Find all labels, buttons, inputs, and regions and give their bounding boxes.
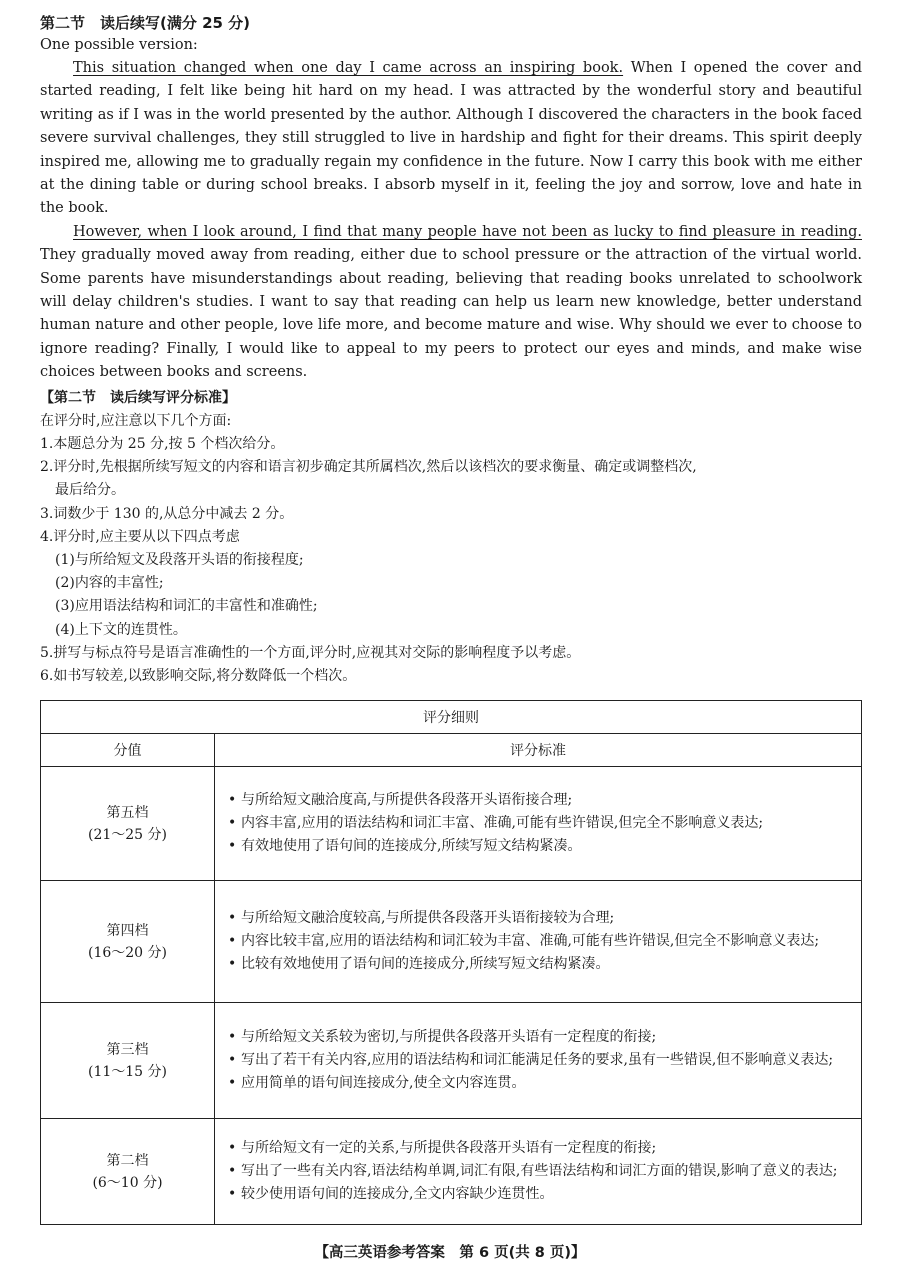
list-item: • 写出了一些有关内容,语法结构单调,词汇有限,有些语法结构和词汇方面的错误,影响了意义的表达; <box>228 1160 855 1183</box>
level-name: 第二档 <box>106 1152 149 1169</box>
page-footer: 【高三英语参考答案 第 6 页(共 8 页)】 <box>314 1245 586 1261</box>
level-cell <box>41 1119 215 1225</box>
table-row <box>41 767 862 881</box>
level-range: (16～20 分) <box>87 944 167 961</box>
grading-table <box>40 700 862 1225</box>
standard-cell <box>215 881 862 1003</box>
level-name: 第五档 <box>106 804 149 821</box>
answer-page <box>40 12 863 1202</box>
standard-cell <box>215 1119 862 1225</box>
table-row <box>41 1003 862 1119</box>
level-cell <box>41 767 215 881</box>
paragraph-body-2: They gradually moved away from reading, either due to school pressure or the attraction of the virtual world. Some parents have misunderstandings about reading, believing that reading books unrelated to schoolwork will delay children's studies. I want to say that reading can help us learn new knowledge, better understand human nature and other people, love life more, and become mature and wise. Why should we ever to choose to ignore reading? Finally, I would like to appeal to my peers to protect our eyes and minds, and make wise choices between books and screens. <box>40 247 862 381</box>
column-header-standard: 评分标准 <box>215 734 862 767</box>
list-item: • 比较有效地使用了语句间的连接成分,所续写短文结构紧凑。 <box>228 953 855 976</box>
criteria-title: 【第二节 读后续写评分标准】 <box>40 389 236 406</box>
version-label: One possible version: <box>40 37 198 53</box>
level-cell <box>41 1003 215 1119</box>
list-item: • 与所给短文融洽度较高,与所提供各段落开头语衔接较为合理; <box>228 907 855 930</box>
list-item: • 内容丰富,应用的语法结构和词汇丰富、准确,可能有些许错误,但完全不影响意义表达; <box>228 812 855 835</box>
list-item: • 与所给短文融洽度高,与所提供各段落开头语衔接合理; <box>228 789 855 812</box>
list-item: • 有效地使用了语句间的连接成分,所续写短文结构紧凑。 <box>228 835 855 858</box>
level-name: 第三档 <box>106 1041 149 1058</box>
list-item: • 内容比较丰富,应用的语法结构和词汇较为丰富、准确,可能有些许错误,但完全不影响意义表达; <box>228 930 855 953</box>
sample-essay <box>40 57 862 385</box>
level-name: 第四档 <box>106 922 149 939</box>
list-item: • 写出了若干有关内容,应用的语法结构和词汇能满足任务的要求,虽有一些错误,但不影响意义表达; <box>228 1049 855 1072</box>
paragraph-body-1: When I opened the cover and started reading, I felt like being hit hard on my head. I was attracted by the wonderful story and beautiful writing as if I was in the world presented by the author. Although I discovered the characters in the book faced severe survival challenges, they still struggled to live in hardship and fight for their dreams. This spirit deeply inspired me, allowing me to gradually regain my confidence in the future. Now I carry this book with me either at the dining table or during school breaks. I absorb myself in it, feeling the joy and sorrow, love and hate in the book. <box>40 60 863 217</box>
level-range: (6～10 分) <box>92 1174 163 1191</box>
table-row <box>41 1119 862 1225</box>
column-header-score: 分值 <box>41 734 215 767</box>
table-row <box>41 881 862 1003</box>
rule-item: 1.本题总分为 25 分,按 5 个档次给分。 <box>40 435 285 452</box>
essay-paragraph-1 <box>40 57 862 221</box>
rule-subitem: (3)应用语法结构和词汇的丰富性和准确性; <box>55 598 318 615</box>
list-item: • 应用简单的语句间连接成分,使全文内容连贯。 <box>228 1072 855 1095</box>
rule-subitem: (2)内容的丰富性; <box>55 575 164 592</box>
table-title: 评分细则 <box>41 701 862 734</box>
list-item: • 较少使用语句间的连接成分,全文内容缺少连贯性。 <box>228 1183 855 1206</box>
level-range: (11～15 分) <box>87 1063 167 1080</box>
standard-cell <box>215 1003 862 1119</box>
criteria-intro: 在评分时,应注意以下几个方面: <box>40 412 232 429</box>
essay-paragraph-2 <box>40 221 862 385</box>
section-title: 第二节 读后续写(满分 25 分) <box>40 14 251 32</box>
rule-item: 6.如书写较差,以致影响交际,将分数降低一个档次。 <box>40 667 357 684</box>
rule-item: 5.拼写与标点符号是语言准确性的一个方面,评分时,应视其对交际的影响程度予以考虑。 <box>40 644 581 661</box>
level-range: (21～25 分) <box>87 826 167 843</box>
list-item: • 与所给短文有一定的关系,与所提供各段落开头语有一定程度的衔接; <box>228 1137 855 1160</box>
list-item: • 与所给短文关系较为密切,与所提供各段落开头语有一定程度的衔接; <box>228 1026 855 1049</box>
rule-item-continued: 最后给分。 <box>55 482 125 499</box>
rule-item: 4.评分时,应主要从以下四点考虑 <box>40 528 240 545</box>
rule-item: 2.评分时,先根据所续写短文的内容和语言初步确定其所属档次,然后以该档次的要求衡量、确定或调整档次, <box>40 459 697 476</box>
paragraph-opening-2: However, when I look around, I find that many people have not been as lucky to find pleasure in reading. <box>73 223 862 240</box>
standard-cell <box>215 767 862 881</box>
rule-subitem: (1)与所给短文及段落开头语的衔接程度; <box>55 551 304 568</box>
rule-item: 3.词数少于 130 的,从总分中减去 2 分。 <box>40 505 294 522</box>
rule-subitem: (4)上下文的连贯性。 <box>55 621 187 638</box>
level-cell <box>41 881 215 1003</box>
paragraph-opening-1: This situation changed when one day I came across an inspiring book. <box>73 60 624 76</box>
